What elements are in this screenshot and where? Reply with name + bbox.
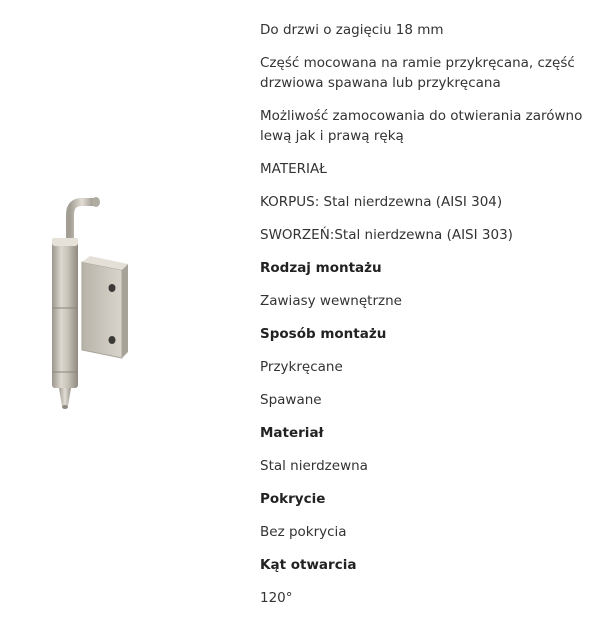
spec-material-label: Materiał [260,425,324,441]
spec-opening-desc-2: lewą jak i prawą ręką [260,128,404,144]
spec-pin-material: SWORZEŃ:Stal nierdzewna (AISI 303) [260,227,513,243]
spec-mounting-desc-2: drzwiowa spawana lub przykręcana [260,75,501,91]
spec-mount-type-value: Zawiasy wewnętrzne [260,293,402,309]
spec-coating-value: Bez pokrycia [260,524,347,540]
hinge-product-image [30,190,150,430]
spec-mount-method-value-1: Przykręcane [260,359,343,375]
spec-bend-size: Do drzwi o zagięciu 18 mm [260,22,444,38]
spec-material-heading: MATERIAŁ [260,161,327,177]
spec-angle-label: Kąt otwarcia [260,557,357,573]
spec-mounting-desc-1: Część mocowana na ramie przykręcana, część [260,55,575,71]
spec-body-material: KORPUS: Stal nierdzewna (AISI 304) [260,194,503,210]
spec-mount-method-label: Sposób montażu [260,326,387,342]
spec-material-value: Stal nierdzewna [260,458,368,474]
spec-angle-value: 120° [260,590,293,606]
spec-mount-type-label: Rodzaj montażu [260,260,382,276]
spec-coating-label: Pokrycie [260,491,326,507]
spec-opening-desc-1: Możliwość zamocowania do otwierania zarówno [260,108,583,124]
spec-mount-method-value-2: Spawane [260,392,322,408]
